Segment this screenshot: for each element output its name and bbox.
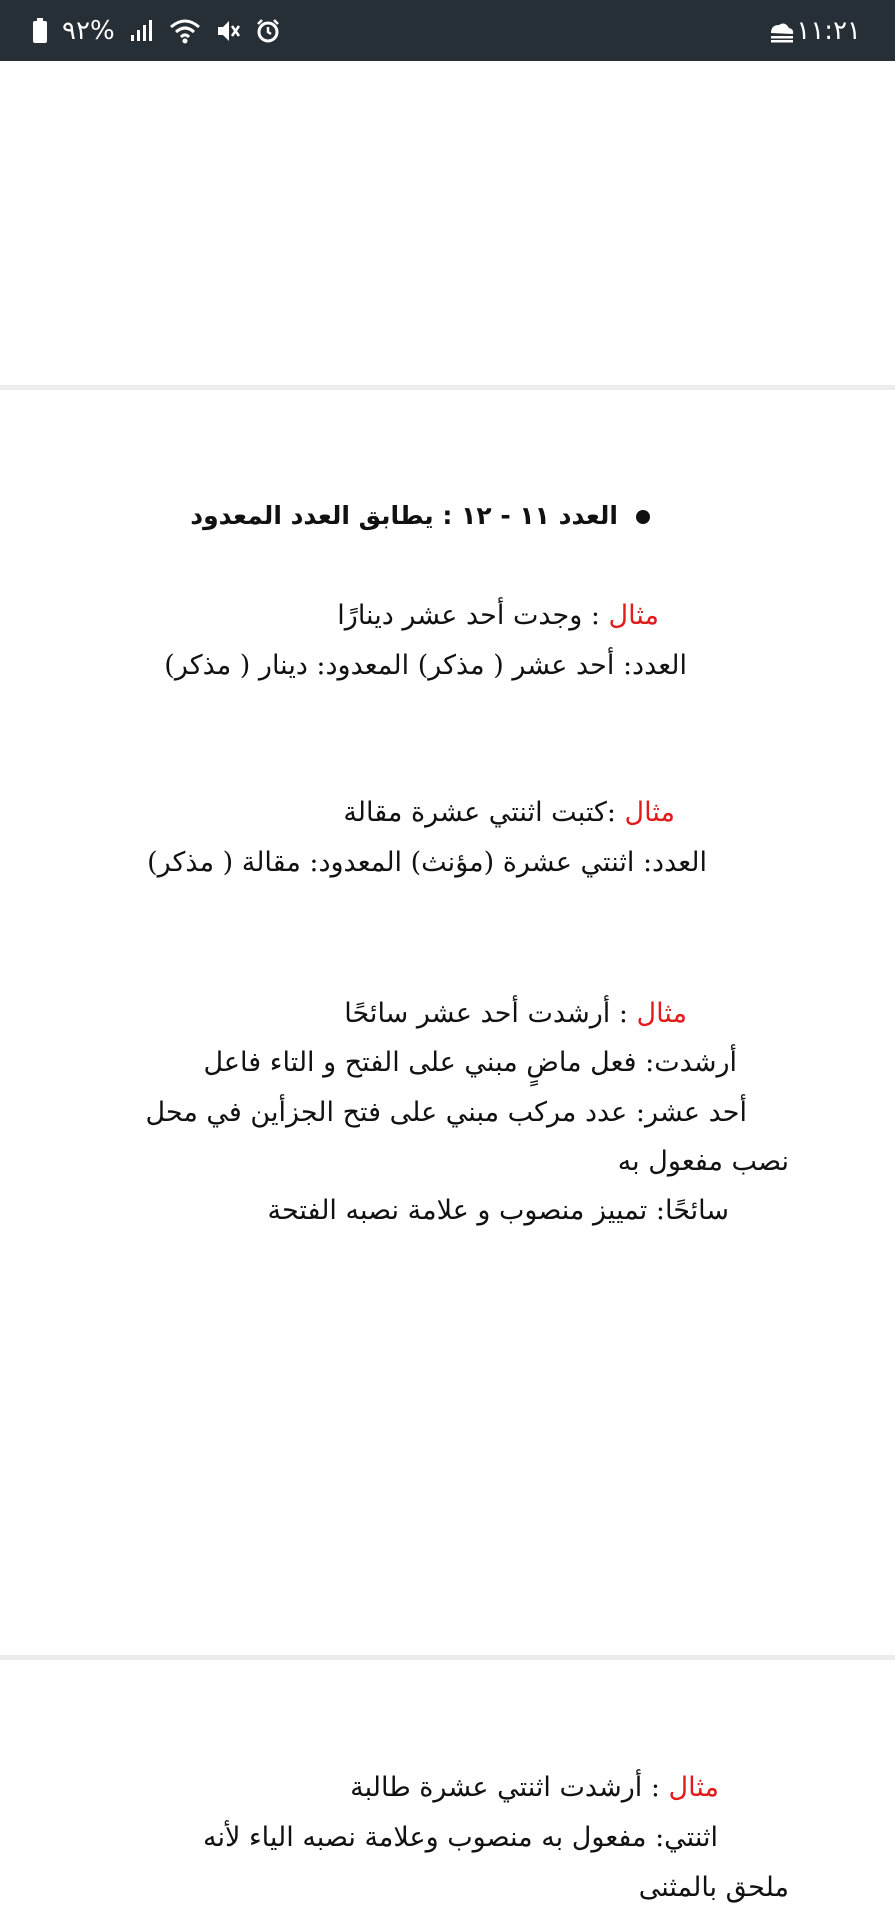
bullet-icon — [636, 510, 650, 524]
example-label: مثال — [624, 797, 675, 828]
battery-icon — [32, 18, 48, 44]
wifi-icon — [169, 18, 201, 44]
example-line — [344, 998, 687, 1029]
analysis-line: سائحًا: تمييز منصوب و علامة نصبه الفتحة — [267, 1195, 729, 1226]
analysis-line: اثنتي: مفعول به منصوب وعلامة نصبه الياء لأنه — [202, 1822, 718, 1853]
document-page[interactable] — [0, 61, 895, 1920]
alarm-icon — [255, 18, 281, 44]
section-heading: العدد ١١ - ١٢ : يطابق العدد المعدود — [190, 501, 650, 530]
mute-icon — [215, 18, 241, 44]
weather-icon — [767, 0, 795, 61]
status-icons-group — [32, 0, 281, 61]
example-line — [343, 797, 675, 828]
signal-icon — [129, 19, 155, 43]
example-label: مثال — [636, 998, 687, 1029]
example-sentence: : أرشدت أحد عشر سائحًا — [344, 998, 637, 1029]
analysis-line: العدد: اثنتي عشرة (مؤنث) المعدود: مقالة ( مذكر) — [147, 847, 707, 878]
battery-percent: %٩٢ — [62, 15, 115, 46]
analysis-line: أرشدت: فعل ماضٍ مبني على الفتح و التاء فاعل — [203, 1047, 737, 1078]
page-divider — [0, 385, 895, 390]
example-line — [350, 1772, 719, 1803]
status-bar — [0, 0, 895, 61]
page-divider — [0, 1655, 895, 1660]
clock: ١١:٢١ — [796, 15, 861, 46]
analysis-line: نصب مفعول به — [617, 1146, 789, 1177]
example-sentence: :كتبت اثنتي عشرة مقالة — [343, 797, 625, 828]
analysis-line: العدد: أحد عشر ( مذكر) المعدود: دينار ( مذكر) — [164, 650, 687, 681]
example-line — [337, 600, 659, 631]
example-label: مثال — [668, 1772, 719, 1803]
example-sentence: : وجدت أحد عشر دينارًا — [337, 600, 609, 631]
analysis-line: ملحق بالمثنى — [638, 1872, 789, 1903]
example-label: مثال — [608, 600, 659, 631]
example-sentence: : أرشدت اثنتي عشرة طالبة — [350, 1772, 669, 1803]
analysis-line: أحد عشر: عدد مركب مبني على فتح الجزأين في محل — [145, 1097, 747, 1128]
